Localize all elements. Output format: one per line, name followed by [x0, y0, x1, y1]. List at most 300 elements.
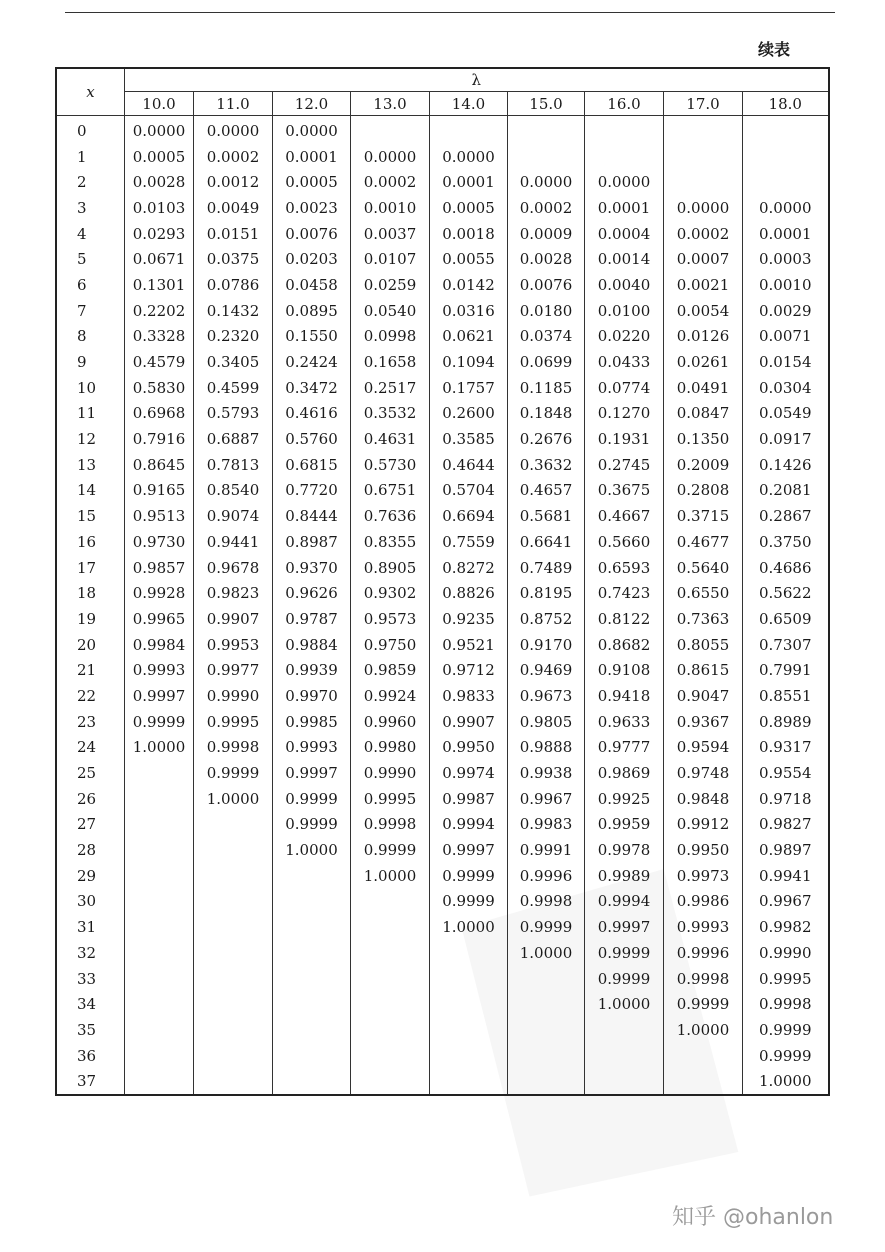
- probability-cell: 0.0037: [351, 221, 430, 247]
- probability-cell: 0.0001: [743, 221, 829, 247]
- probability-cell: 0.9897: [743, 837, 829, 863]
- watermark-text: 知乎 @ohanlon: [672, 1205, 834, 1230]
- probability-cell: 0.4657: [508, 478, 585, 504]
- probability-cell: 0.8055: [664, 632, 743, 658]
- probability-cell: 0.5760: [273, 426, 351, 452]
- lambda-column-header: 11.0: [194, 92, 273, 116]
- probability-cell: 0.0004: [585, 221, 664, 247]
- probability-cell: 0.9924: [351, 683, 430, 709]
- x-value: 35: [56, 1017, 125, 1043]
- probability-cell: 0.9999: [430, 889, 508, 915]
- probability-cell: 0.0002: [664, 221, 743, 247]
- probability-cell: [585, 1068, 664, 1095]
- probability-cell: 0.3532: [351, 401, 430, 427]
- probability-cell: 0.4644: [430, 452, 508, 478]
- table-row: [56, 169, 829, 195]
- probability-cell: 0.3328: [125, 324, 194, 350]
- probability-cell: 0.7916: [125, 426, 194, 452]
- probability-cell: 0.0107: [351, 246, 430, 272]
- probability-cell: 0.8826: [430, 580, 508, 606]
- probability-cell: 0.0028: [125, 169, 194, 195]
- x-value: 9: [56, 349, 125, 375]
- probability-cell: 0.0316: [430, 298, 508, 324]
- probability-cell: 1.0000: [585, 991, 664, 1017]
- probability-cell: 0.9999: [125, 709, 194, 735]
- probability-cell: 0.0005: [430, 195, 508, 221]
- probability-cell: 0.9941: [743, 863, 829, 889]
- probability-cell: 0.0000: [664, 195, 743, 221]
- table-row: [56, 555, 829, 581]
- probability-cell: 1.0000: [273, 837, 351, 863]
- x-value: 33: [56, 966, 125, 992]
- probability-cell: 0.8905: [351, 555, 430, 581]
- probability-cell: 0.6887: [194, 426, 273, 452]
- probability-cell: 0.0010: [351, 195, 430, 221]
- probability-cell: 0.0774: [585, 375, 664, 401]
- probability-cell: [194, 940, 273, 966]
- lambda-column-header: 16.0: [585, 92, 664, 116]
- probability-cell: 0.6751: [351, 478, 430, 504]
- probability-cell: 0.0000: [125, 116, 194, 144]
- x-value: 11: [56, 401, 125, 427]
- probability-cell: 0.0621: [430, 324, 508, 350]
- probability-cell: 0.9827: [743, 812, 829, 838]
- probability-cell: 0.4631: [351, 426, 430, 452]
- probability-cell: 0.3632: [508, 452, 585, 478]
- table-row: [56, 478, 829, 504]
- probability-cell: [351, 889, 430, 915]
- probability-cell: 0.7423: [585, 580, 664, 606]
- probability-cell: 0.0002: [194, 144, 273, 170]
- table-row: [56, 246, 829, 272]
- probability-cell: 0.8540: [194, 478, 273, 504]
- probability-cell: 0.8752: [508, 606, 585, 632]
- probability-cell: 0.4677: [664, 529, 743, 555]
- probability-cell: 0.9978: [585, 837, 664, 863]
- table-row: [56, 966, 829, 992]
- probability-cell: 0.0374: [508, 324, 585, 350]
- x-value: 31: [56, 914, 125, 940]
- probability-cell: 0.3715: [664, 503, 743, 529]
- probability-cell: 0.9999: [585, 940, 664, 966]
- probability-cell: [194, 1043, 273, 1069]
- probability-cell: [125, 812, 194, 838]
- probability-cell: 0.9959: [585, 812, 664, 838]
- probability-cell: 0.0001: [273, 144, 351, 170]
- probability-cell: [125, 914, 194, 940]
- probability-cell: 0.0076: [273, 221, 351, 247]
- probability-cell: 0.2808: [664, 478, 743, 504]
- table-row: [56, 889, 829, 915]
- probability-cell: 0.9673: [508, 683, 585, 709]
- probability-cell: 0.9912: [664, 812, 743, 838]
- probability-cell: 0.9965: [125, 606, 194, 632]
- probability-cell: [125, 991, 194, 1017]
- probability-cell: 0.0895: [273, 298, 351, 324]
- probability-cell: 0.9973: [664, 863, 743, 889]
- x-header: x: [56, 68, 125, 116]
- table-row: [56, 401, 829, 427]
- probability-cell: 0.2600: [430, 401, 508, 427]
- table-row: [56, 709, 829, 735]
- probability-cell: 0.8987: [273, 529, 351, 555]
- probability-cell: 0.0003: [743, 246, 829, 272]
- table-row: [56, 375, 829, 401]
- probability-cell: 0.9718: [743, 786, 829, 812]
- probability-cell: [351, 966, 430, 992]
- table-row: [56, 298, 829, 324]
- probability-cell: 0.9995: [194, 709, 273, 735]
- probability-cell: 0.7307: [743, 632, 829, 658]
- probability-cell: 0.7991: [743, 657, 829, 683]
- table-row: [56, 1043, 829, 1069]
- probability-cell: 0.0055: [430, 246, 508, 272]
- probability-cell: 0.9823: [194, 580, 273, 606]
- probability-cell: 0.9469: [508, 657, 585, 683]
- probability-cell: 0.0259: [351, 272, 430, 298]
- x-value: 2: [56, 169, 125, 195]
- probability-cell: 0.0126: [664, 324, 743, 350]
- probability-cell: 0.9554: [743, 760, 829, 786]
- lambda-column-header: 10.0: [125, 92, 194, 116]
- probability-cell: [430, 116, 508, 144]
- probability-cell: [664, 144, 743, 170]
- probability-cell: 0.0007: [664, 246, 743, 272]
- probability-cell: [508, 144, 585, 170]
- table-row: [56, 349, 829, 375]
- probability-cell: 0.5660: [585, 529, 664, 555]
- probability-cell: [585, 1043, 664, 1069]
- table-row: [56, 1017, 829, 1043]
- probability-cell: 0.9985: [273, 709, 351, 735]
- probability-cell: 0.0100: [585, 298, 664, 324]
- probability-cell: [351, 914, 430, 940]
- probability-cell: 0.0000: [273, 116, 351, 144]
- table-row: [56, 195, 829, 221]
- probability-cell: [743, 144, 829, 170]
- probability-cell: 0.9950: [664, 837, 743, 863]
- x-value: 30: [56, 889, 125, 915]
- probability-cell: 0.0028: [508, 246, 585, 272]
- probability-cell: [430, 940, 508, 966]
- probability-cell: [351, 116, 430, 144]
- probability-cell: 0.0010: [743, 272, 829, 298]
- probability-cell: 0.9859: [351, 657, 430, 683]
- probability-cell: 0.9999: [585, 966, 664, 992]
- probability-cell: [273, 966, 351, 992]
- probability-cell: 1.0000: [351, 863, 430, 889]
- probability-cell: 0.0786: [194, 272, 273, 298]
- table-row: [56, 837, 829, 863]
- lambda-column-header: 15.0: [508, 92, 585, 116]
- probability-cell: 0.1757: [430, 375, 508, 401]
- probability-cell: 0.8195: [508, 580, 585, 606]
- probability-cell: 0.5730: [351, 452, 430, 478]
- x-value: 3: [56, 195, 125, 221]
- table-row: [56, 991, 829, 1017]
- table-row: [56, 1068, 829, 1095]
- probability-cell: [273, 914, 351, 940]
- probability-cell: 0.9999: [273, 786, 351, 812]
- probability-cell: 0.9997: [430, 837, 508, 863]
- probability-cell: 0.0000: [430, 144, 508, 170]
- x-value: 19: [56, 606, 125, 632]
- probability-cell: 0.2081: [743, 478, 829, 504]
- probability-cell: 0.9999: [430, 863, 508, 889]
- probability-cell: 0.5793: [194, 401, 273, 427]
- probability-cell: 0.0142: [430, 272, 508, 298]
- probability-cell: 0.9967: [508, 786, 585, 812]
- probability-cell: 0.0029: [743, 298, 829, 324]
- probability-cell: 0.0540: [351, 298, 430, 324]
- probability-cell: 0.9983: [508, 812, 585, 838]
- table-row: [56, 683, 829, 709]
- x-value: 28: [56, 837, 125, 863]
- probability-cell: [430, 1017, 508, 1043]
- probability-cell: [664, 1043, 743, 1069]
- probability-cell: 0.1094: [430, 349, 508, 375]
- probability-cell: 1.0000: [508, 940, 585, 966]
- probability-cell: 0.9857: [125, 555, 194, 581]
- probability-cell: 0.4579: [125, 349, 194, 375]
- probability-cell: 0.3675: [585, 478, 664, 504]
- probability-cell: 0.0220: [585, 324, 664, 350]
- table-row: [56, 632, 829, 658]
- probability-cell: 0.2009: [664, 452, 743, 478]
- probability-cell: 0.9974: [430, 760, 508, 786]
- probability-cell: 0.9108: [585, 657, 664, 683]
- probability-cell: 0.0023: [273, 195, 351, 221]
- probability-cell: 0.6694: [430, 503, 508, 529]
- probability-cell: [125, 1043, 194, 1069]
- probability-cell: [585, 1017, 664, 1043]
- probability-cell: 0.9888: [508, 735, 585, 761]
- continued-label: 续表: [758, 40, 791, 59]
- probability-cell: [508, 1017, 585, 1043]
- probability-cell: [351, 940, 430, 966]
- probability-cell: 0.9989: [585, 863, 664, 889]
- probability-cell: [743, 116, 829, 144]
- probability-cell: 0.0375: [194, 246, 273, 272]
- probability-cell: 0.9998: [743, 991, 829, 1017]
- probability-cell: 0.9950: [430, 735, 508, 761]
- probability-cell: 0.9997: [273, 760, 351, 786]
- table-row: [56, 221, 829, 247]
- table-row: [56, 863, 829, 889]
- probability-cell: 0.9938: [508, 760, 585, 786]
- probability-cell: 0.7813: [194, 452, 273, 478]
- x-value: 23: [56, 709, 125, 735]
- table-row: [56, 144, 829, 170]
- probability-cell: 0.6593: [585, 555, 664, 581]
- probability-cell: 1.0000: [664, 1017, 743, 1043]
- probability-cell: 0.9869: [585, 760, 664, 786]
- probability-cell: [273, 991, 351, 1017]
- probability-cell: [508, 1068, 585, 1095]
- probability-cell: [273, 1068, 351, 1095]
- lambda-header: λ: [125, 68, 829, 92]
- probability-cell: [664, 116, 743, 144]
- probability-cell: 0.0103: [125, 195, 194, 221]
- probability-cell: [351, 1068, 430, 1095]
- probability-cell: [194, 1068, 273, 1095]
- probability-cell: 0.9982: [743, 914, 829, 940]
- probability-cell: 0.9633: [585, 709, 664, 735]
- probability-cell: 0.9235: [430, 606, 508, 632]
- probability-cell: 0.9047: [664, 683, 743, 709]
- lambda-values-row: [56, 92, 829, 116]
- probability-cell: 0.0001: [585, 195, 664, 221]
- probability-cell: 0.9999: [664, 991, 743, 1017]
- probability-cell: 0.9418: [585, 683, 664, 709]
- lambda-column-header: 13.0: [351, 92, 430, 116]
- probability-cell: 0.1350: [664, 426, 743, 452]
- probability-cell: 0.4686: [743, 555, 829, 581]
- probability-cell: 0.0458: [273, 272, 351, 298]
- probability-cell: 0.9165: [125, 478, 194, 504]
- probability-cell: [430, 1068, 508, 1095]
- probability-cell: 0.9991: [508, 837, 585, 863]
- probability-cell: 0.5640: [664, 555, 743, 581]
- probability-cell: 1.0000: [194, 786, 273, 812]
- probability-cell: 0.1185: [508, 375, 585, 401]
- probability-cell: 0.9594: [664, 735, 743, 761]
- probability-cell: 0.0261: [664, 349, 743, 375]
- probability-cell: 0.9990: [194, 683, 273, 709]
- probability-cell: 0.0005: [125, 144, 194, 170]
- x-value: 29: [56, 863, 125, 889]
- probability-cell: 0.9777: [585, 735, 664, 761]
- probability-cell: 0.9805: [508, 709, 585, 735]
- x-value: 32: [56, 940, 125, 966]
- probability-cell: 0.0040: [585, 272, 664, 298]
- table-row: [56, 272, 829, 298]
- table-row: [56, 580, 829, 606]
- x-value: 25: [56, 760, 125, 786]
- probability-cell: 0.1270: [585, 401, 664, 427]
- probability-cell: 0.9997: [585, 914, 664, 940]
- probability-cell: 0.1432: [194, 298, 273, 324]
- probability-cell: 0.7363: [664, 606, 743, 632]
- probability-cell: 0.9441: [194, 529, 273, 555]
- probability-cell: [194, 914, 273, 940]
- probability-cell: 0.9928: [125, 580, 194, 606]
- probability-cell: 0.1931: [585, 426, 664, 452]
- probability-cell: 0.9970: [273, 683, 351, 709]
- probability-cell: 0.9999: [273, 812, 351, 838]
- probability-cell: 0.9678: [194, 555, 273, 581]
- probability-cell: 0.9999: [743, 1017, 829, 1043]
- probability-cell: 0.0076: [508, 272, 585, 298]
- probability-cell: [664, 169, 743, 195]
- probability-cell: 0.1848: [508, 401, 585, 427]
- probability-cell: 0.0847: [664, 401, 743, 427]
- probability-cell: [125, 786, 194, 812]
- x-value: 27: [56, 812, 125, 838]
- probability-cell: 0.9997: [125, 683, 194, 709]
- probability-cell: [194, 812, 273, 838]
- probability-cell: 1.0000: [743, 1068, 829, 1095]
- x-value: 12: [56, 426, 125, 452]
- probability-cell: [273, 1043, 351, 1069]
- probability-cell: [664, 1068, 743, 1095]
- probability-cell: 0.9907: [194, 606, 273, 632]
- probability-cell: 0.9626: [273, 580, 351, 606]
- x-value: 14: [56, 478, 125, 504]
- probability-cell: 0.0998: [351, 324, 430, 350]
- probability-cell: 0.8122: [585, 606, 664, 632]
- probability-cell: 0.5704: [430, 478, 508, 504]
- probability-cell: 0.9996: [664, 940, 743, 966]
- x-value: 7: [56, 298, 125, 324]
- x-value: 22: [56, 683, 125, 709]
- x-value: 10: [56, 375, 125, 401]
- probability-cell: 0.9748: [664, 760, 743, 786]
- probability-cell: 0.6509: [743, 606, 829, 632]
- probability-cell: 0.0000: [743, 195, 829, 221]
- probability-cell: 0.7636: [351, 503, 430, 529]
- probability-cell: 0.9730: [125, 529, 194, 555]
- probability-cell: 0.0001: [430, 169, 508, 195]
- probability-cell: 0.1550: [273, 324, 351, 350]
- table-row: [56, 116, 829, 144]
- probability-cell: 0.0491: [664, 375, 743, 401]
- probability-cell: [743, 169, 829, 195]
- probability-cell: [194, 863, 273, 889]
- probability-cell: 0.9573: [351, 606, 430, 632]
- probability-cell: 0.6550: [664, 580, 743, 606]
- probability-cell: [194, 991, 273, 1017]
- probability-cell: 0.9939: [273, 657, 351, 683]
- probability-cell: 0.9302: [351, 580, 430, 606]
- probability-cell: 0.9317: [743, 735, 829, 761]
- probability-cell: 0.9513: [125, 503, 194, 529]
- probability-cell: 0.8551: [743, 683, 829, 709]
- poisson-cumulative-table: [55, 67, 830, 1096]
- table-row: [56, 657, 829, 683]
- probability-cell: 0.0549: [743, 401, 829, 427]
- table-row: [56, 786, 829, 812]
- probability-cell: 0.2676: [508, 426, 585, 452]
- probability-cell: 0.1658: [351, 349, 430, 375]
- probability-cell: 0.3472: [273, 375, 351, 401]
- probability-cell: 0.0000: [508, 169, 585, 195]
- x-value: 13: [56, 452, 125, 478]
- probability-cell: 0.2745: [585, 452, 664, 478]
- probability-cell: 0.7489: [508, 555, 585, 581]
- x-value: 5: [56, 246, 125, 272]
- probability-cell: 0.8444: [273, 503, 351, 529]
- probability-cell: 0.0021: [664, 272, 743, 298]
- probability-cell: 0.6815: [273, 452, 351, 478]
- probability-cell: 0.9993: [125, 657, 194, 683]
- probability-cell: 0.0154: [743, 349, 829, 375]
- table-row: [56, 426, 829, 452]
- table-row: [56, 503, 829, 529]
- probability-cell: [351, 991, 430, 1017]
- probability-cell: 0.9990: [743, 940, 829, 966]
- x-value: 37: [56, 1068, 125, 1095]
- probability-cell: 0.9925: [585, 786, 664, 812]
- probability-cell: [125, 940, 194, 966]
- table-row: [56, 324, 829, 350]
- table-row: [56, 529, 829, 555]
- probability-cell: 0.0018: [430, 221, 508, 247]
- probability-cell: 0.9750: [351, 632, 430, 658]
- probability-cell: [125, 889, 194, 915]
- probability-cell: [430, 991, 508, 1017]
- table-row: [56, 735, 829, 761]
